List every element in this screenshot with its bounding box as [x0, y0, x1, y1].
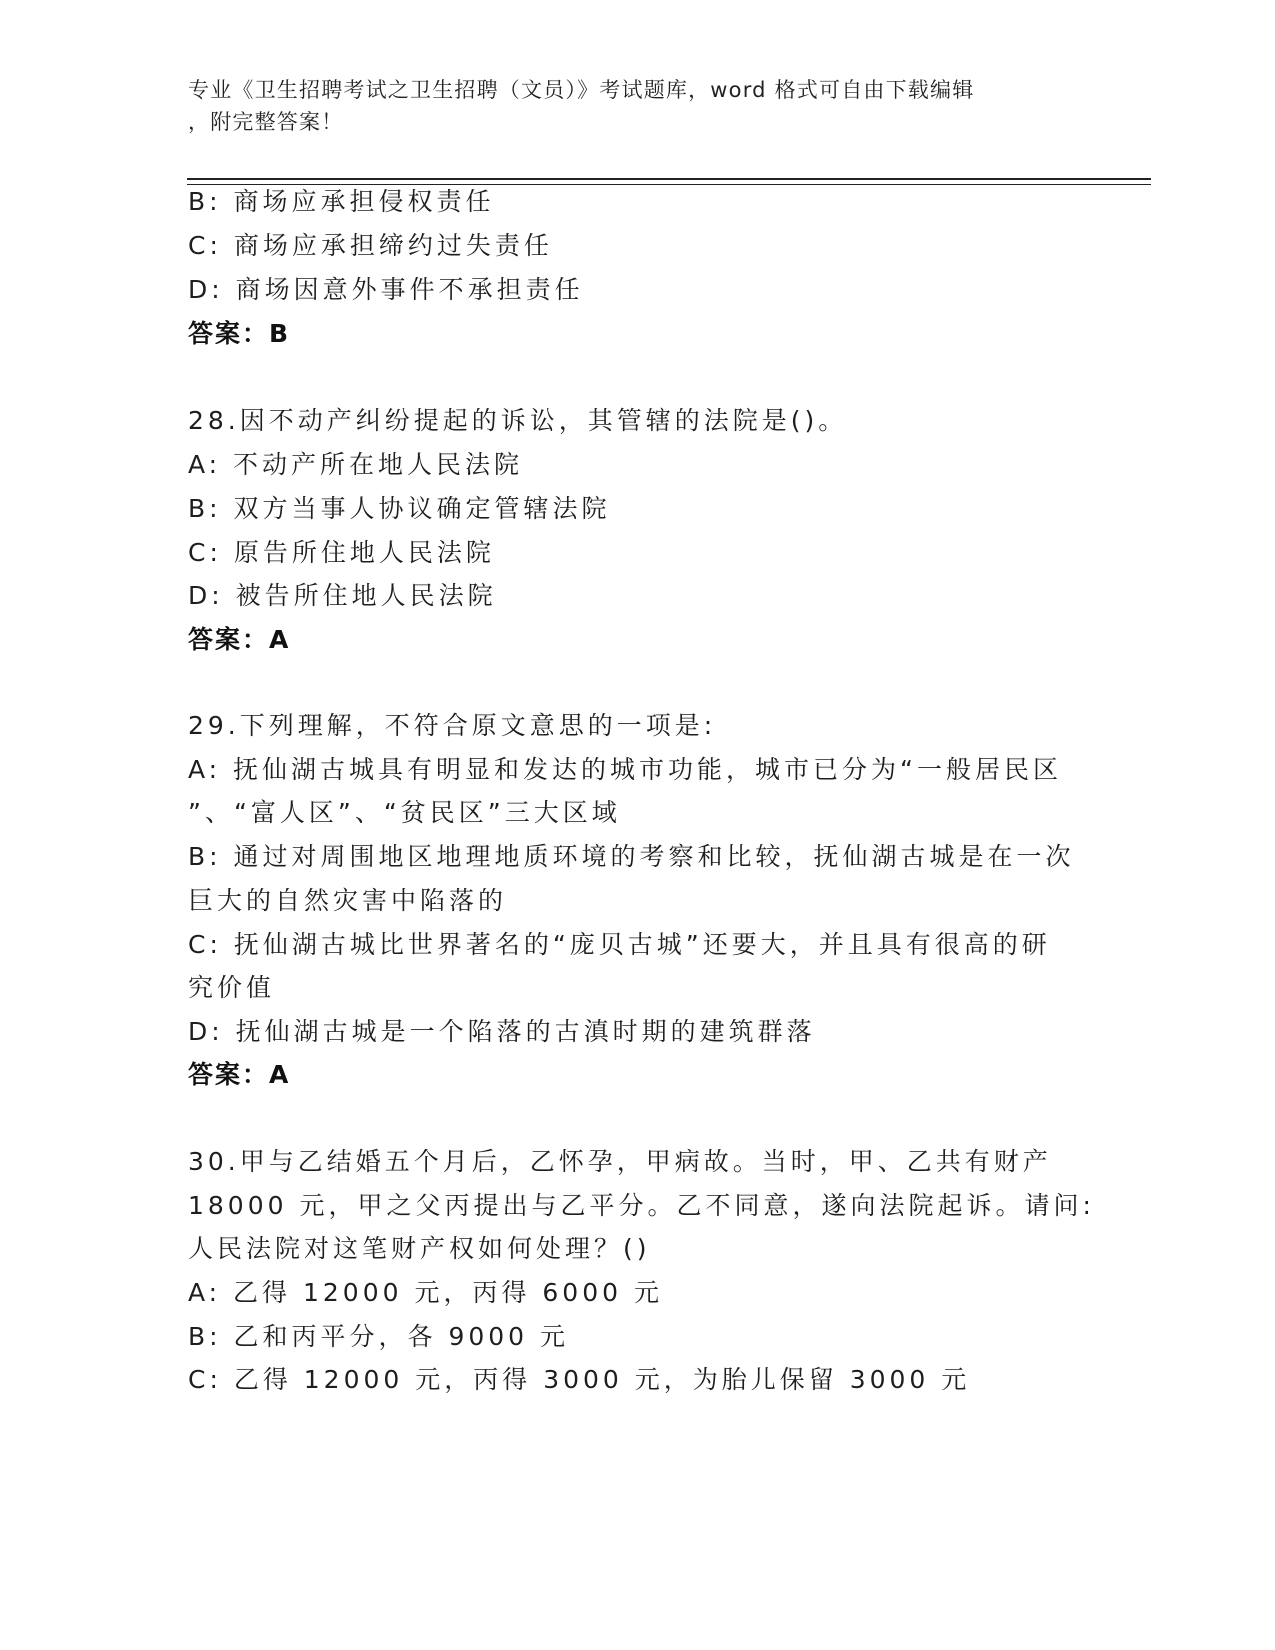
q27-option-d: D: 商场因意外事件不承担责任 — [188, 275, 584, 304]
q30-stem-line2: 18000 元，甲之父丙提出与乙平分。乙不同意，遂向法院起诉。请问: — [188, 1191, 1095, 1220]
header-line-2: ，附完整答案！ — [188, 110, 344, 134]
q29-answer: 答案：A — [188, 1060, 291, 1089]
q27-answer: 答案：B — [188, 319, 291, 348]
q30-option-c: C: 乙得 12000 元，丙得 3000 元，为胎儿保留 3000 元 — [188, 1365, 971, 1394]
q30-stem-line1: 30.甲与乙结婚五个月后，乙怀孕，甲病故。当时，甲、乙共有财产 — [188, 1147, 1052, 1176]
q29-option-a-line1: A: 抚仙湖古城具有明显和发达的城市功能，城市已分为“一般居民区 — [188, 755, 1062, 784]
q27-option-b: B: 商场应承担侵权责任 — [188, 187, 495, 216]
q30-stem-line3: 人民法院对这笔财产权如何处理？() — [188, 1234, 651, 1263]
q29-option-d: D: 抚仙湖古城是一个陷落的古滇时期的建筑群落 — [188, 1017, 816, 1046]
q28-option-c: C: 原告所住地人民法院 — [188, 538, 495, 567]
q27-option-c: C: 商场应承担缔约过失责任 — [188, 231, 553, 260]
q29-option-b-line2: 巨大的自然灾害中陷落的 — [188, 886, 508, 915]
q28-option-a: A: 不动产所在地人民法院 — [188, 450, 524, 479]
q29-option-b-line1: B: 通过对周围地区地理地质环境的考察和比较，抚仙湖古城是在一次 — [188, 842, 1075, 871]
q28-stem: 28.因不动产纠纷提起的诉讼，其管辖的法院是()。 — [188, 406, 848, 435]
q30-option-b: B: 乙和丙平分，各 9000 元 — [188, 1322, 570, 1351]
q29-option-a-line2: ”、“富人区”、“贫民区”三大区域 — [188, 798, 621, 827]
q28-option-d: D: 被告所住地人民法院 — [188, 581, 497, 610]
q30-option-a: A: 乙得 12000 元，丙得 6000 元 — [188, 1278, 663, 1307]
q29-stem: 29.下列理解，不符合原文意思的一项是: — [188, 711, 717, 740]
header-divider-thin — [187, 184, 1151, 185]
q28-answer: 答案：A — [188, 625, 291, 654]
q29-option-c-line2: 究价值 — [188, 973, 276, 1002]
header-divider-thick — [187, 178, 1151, 180]
q29-option-c-line1: C: 抚仙湖古城比世界著名的“庞贝古城”还要大，并且具有很高的研 — [188, 930, 1051, 959]
header-line-1: 专业《卫生招聘考试之卫生招聘（文员）》考试题库，word 格式可自由下载编辑 — [188, 78, 975, 102]
document-header — [188, 74, 1068, 138]
q28-option-b: B: 双方当事人协议确定管辖法院 — [188, 494, 611, 523]
